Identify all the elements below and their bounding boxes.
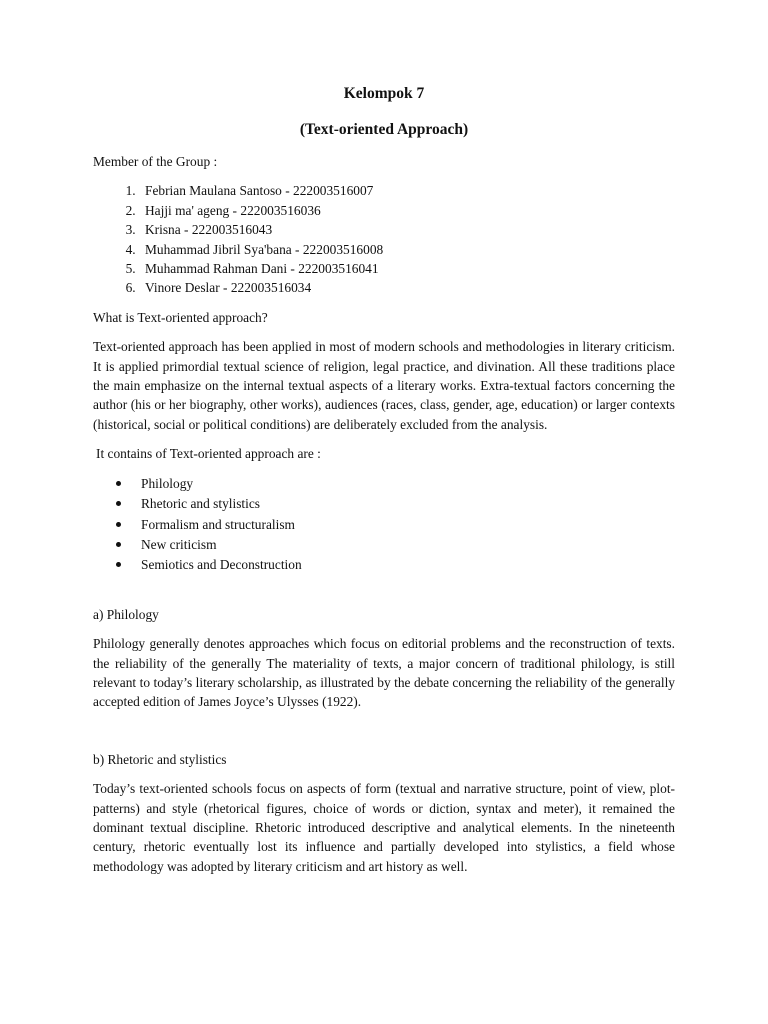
- approach-item: [139, 474, 675, 494]
- approach-label: New criticism: [141, 536, 217, 552]
- bullet-icon: [116, 542, 121, 547]
- document-page: [93, 84, 675, 876]
- member-item: 1. Febrian Maulana Santoso - 222003516007: [139, 181, 675, 200]
- section-a-paragraph: Philology generally denotes approaches which focus on editorial problems and the reconstruction of texts. the reliability of the generally The materiality of texts, a major concern of traditional philology, is still relevant to today’s literary scholarship, as illustrated by the debate concerning the reliability of the generally accepted edition of James Joyce’s Ulysses (1922).: [93, 636, 675, 710]
- contains-label: It contains of Text-oriented approach are :: [96, 446, 321, 462]
- members-label: Member of the Group :: [93, 154, 218, 169]
- approach-label: Philology: [141, 475, 194, 491]
- approach-label: Formalism and structuralism: [141, 516, 295, 532]
- member-item: 5. Muhammad Rahman Dani - 222003516041: [139, 259, 675, 278]
- approach-item: [139, 494, 675, 514]
- member-list: [93, 181, 675, 297]
- approach-list: [93, 474, 675, 576]
- bullet-icon: [116, 562, 121, 567]
- approach-label: Semiotics and Deconstruction: [141, 557, 302, 573]
- approach-item: [139, 535, 675, 555]
- document-subtitle: (Text-oriented Approach): [299, 121, 469, 138]
- intro-paragraph: Text-oriented approach has been applied in most of modern schools and methodologies in literary criticism. It is applied primordial textual science of religion, legal practice, and divination. All these traditions place the main emphasize on the internal textual aspects of a literary works. Extra-textual factors concerning the author (his or her biography, other works), audiences (races, class, gender, age, education) or larger contexts (historical, social or political conditions) are deliberately excluded from the analysis.: [93, 339, 675, 432]
- question-heading: What is Text-oriented approach?: [93, 309, 268, 325]
- bullet-icon: [116, 481, 121, 486]
- member-item: 4. Muhammad Jibril Sya'bana - 222003516008: [139, 240, 675, 259]
- section-b-paragraph: Today’s text-oriented schools focus on aspects of form (textual and narrative structure, point of view, plot-patterns) and style (rhetorical figures, choice of words or diction, syntax and meter), it remained the dominant textual discipline. Rhetoric introduced descriptive and analytical elements. In the nineteenth century, rhetoric eventually lost its influence and partially developed into stylistics, a field whose methodology was adopted by literary criticism and art history as well.: [93, 781, 675, 874]
- bullet-icon: [116, 522, 121, 527]
- member-item: 3. Krisna - 222003516043: [139, 220, 675, 239]
- approach-item: [139, 515, 675, 535]
- approach-item: [139, 555, 675, 575]
- document-title: Kelompok 7: [343, 85, 425, 102]
- member-item: 2. Hajji ma' ageng - 222003516036: [139, 201, 675, 220]
- section-b-heading: b) Rhetoric and stylistics: [93, 751, 227, 767]
- bullet-icon: [116, 501, 121, 506]
- section-a-heading: a) Philology: [93, 606, 159, 622]
- approach-label: Rhetoric and stylistics: [141, 496, 261, 512]
- member-item: 6. Vinore Deslar - 222003516034: [139, 278, 675, 297]
